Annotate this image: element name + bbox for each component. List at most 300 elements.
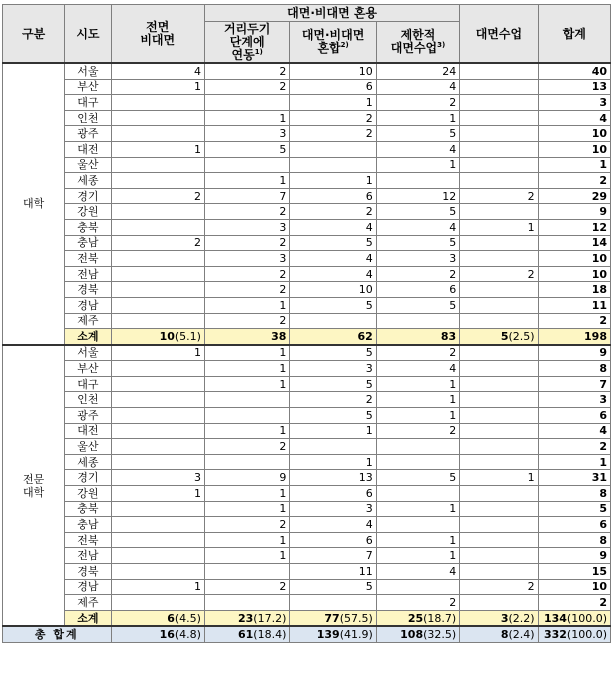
- in_person-cell: 2: [460, 579, 538, 595]
- in_person-cell: [460, 251, 538, 267]
- section-category: 대학: [3, 63, 65, 345]
- remote-cell: [111, 204, 204, 220]
- table-row: [3, 564, 611, 580]
- remote-cell: [111, 251, 204, 267]
- region-cell: 전남: [65, 548, 111, 564]
- limited-summary-cell: 108(32.5): [376, 626, 459, 642]
- remote-cell: 4: [111, 63, 204, 79]
- header-distancing: 거리두기 단계에 연동$^{1)}$: [204, 22, 289, 64]
- table-row: [3, 548, 611, 564]
- total-cell: 6: [538, 408, 610, 424]
- header-mixed-group: 대면·비대면 혼용: [204, 5, 459, 22]
- total-cell: 10: [538, 251, 610, 267]
- distancing-cell: 2: [204, 235, 289, 251]
- distancing-cell: 2: [204, 282, 289, 298]
- table-row: [3, 439, 611, 455]
- total-cell: 9: [538, 204, 610, 220]
- region-cell: 경남: [65, 579, 111, 595]
- remote-cell: [111, 408, 204, 424]
- in_person-cell: [460, 79, 538, 95]
- in_person-cell: [460, 173, 538, 189]
- header-mixed: 대면·비대면 혼합$^{2)}$: [290, 22, 376, 64]
- region-cell: 경남: [65, 297, 111, 313]
- limited-cell: 4: [376, 564, 459, 580]
- region-cell: 제주: [65, 595, 111, 611]
- limited-cell: 1: [376, 157, 459, 173]
- region-cell: 인천: [65, 392, 111, 408]
- remote-cell: [111, 297, 204, 313]
- total-cell: 9: [538, 345, 610, 361]
- mixed-cell: 6: [290, 79, 376, 95]
- table-row: [3, 345, 611, 361]
- in_person-cell: [460, 439, 538, 455]
- limited-cell: [376, 439, 459, 455]
- subtotal-row: [3, 610, 611, 626]
- limited-cell: 1: [376, 376, 459, 392]
- region-cell: 세종: [65, 173, 111, 189]
- limited-cell: 2: [376, 345, 459, 361]
- distancing-cell: 1: [204, 486, 289, 502]
- table-row: [3, 63, 611, 79]
- table-row: [3, 376, 611, 392]
- limited-cell: 12: [376, 188, 459, 204]
- total-cell: 10: [538, 579, 610, 595]
- in_person-cell: [460, 235, 538, 251]
- total-cell: 29: [538, 188, 610, 204]
- remote-cell: [111, 392, 204, 408]
- region-cell: 대구: [65, 376, 111, 392]
- region-cell: 경북: [65, 564, 111, 580]
- distancing-cell: 2: [204, 313, 289, 329]
- distancing-cell: 1: [204, 345, 289, 361]
- distancing-cell: [204, 157, 289, 173]
- limited-cell: 6: [376, 282, 459, 298]
- total-cell: 9: [538, 548, 610, 564]
- remote-cell: [111, 313, 204, 329]
- limited-cell: 2: [376, 423, 459, 439]
- total-cell: 2: [538, 313, 610, 329]
- in_person-cell: [460, 345, 538, 361]
- region-cell: 강원: [65, 486, 111, 502]
- in_person-cell: [460, 408, 538, 424]
- in_person-summary-cell: 5(2.5): [460, 329, 538, 345]
- mixed-cell: 11: [290, 564, 376, 580]
- total-cell: 14: [538, 235, 610, 251]
- region-cell: 광주: [65, 408, 111, 424]
- header-total: 합계: [538, 5, 610, 64]
- mixed-cell: 1: [290, 423, 376, 439]
- total-cell: 1: [538, 157, 610, 173]
- in_person-cell: [460, 423, 538, 439]
- region-cell: 강원: [65, 204, 111, 220]
- mixed-cell: 2: [290, 204, 376, 220]
- remote-summary-cell: 10(5.1): [111, 329, 204, 345]
- remote-cell: [111, 219, 204, 235]
- in_person-cell: [460, 297, 538, 313]
- remote-cell: 2: [111, 188, 204, 204]
- region-cell: 경기: [65, 188, 111, 204]
- region-cell: 울산: [65, 157, 111, 173]
- distancing-cell: 1: [204, 548, 289, 564]
- total-cell: 40: [538, 63, 610, 79]
- distancing-cell: 1: [204, 361, 289, 377]
- mixed-cell: [290, 141, 376, 157]
- distancing-cell: 2: [204, 517, 289, 533]
- table-row: [3, 95, 611, 111]
- remote-cell: [111, 361, 204, 377]
- limited-cell: 5: [376, 297, 459, 313]
- remote-cell: [111, 517, 204, 533]
- distancing-cell: 2: [204, 63, 289, 79]
- table-row: [3, 313, 611, 329]
- total-cell: 6: [538, 517, 610, 533]
- distancing-cell: 7: [204, 188, 289, 204]
- remote-cell: [111, 126, 204, 142]
- limited-cell: 1: [376, 110, 459, 126]
- mixed-summary-cell: 77(57.5): [290, 610, 376, 626]
- remote-cell: [111, 532, 204, 548]
- distancing-cell: 1: [204, 532, 289, 548]
- mixed-cell: 4: [290, 219, 376, 235]
- mixed-cell: 5: [290, 345, 376, 361]
- limited-summary-cell: 83: [376, 329, 459, 345]
- mixed-cell: 1: [290, 454, 376, 470]
- limited-cell: 4: [376, 361, 459, 377]
- total-summary-cell: 198: [538, 329, 610, 345]
- limited-cell: 3: [376, 251, 459, 267]
- distancing-cell: 5: [204, 141, 289, 157]
- distancing-cell: 1: [204, 110, 289, 126]
- mixed-cell: 7: [290, 548, 376, 564]
- distancing-summary-cell: 61(18.4): [204, 626, 289, 642]
- mixed-cell: 3: [290, 501, 376, 517]
- limited-cell: 4: [376, 141, 459, 157]
- total-cell: 10: [538, 141, 610, 157]
- limited-cell: 5: [376, 470, 459, 486]
- table-row: [3, 79, 611, 95]
- region-cell: 서울: [65, 63, 111, 79]
- total-cell: 4: [538, 110, 610, 126]
- in_person-cell: 1: [460, 470, 538, 486]
- grand-total-row: [3, 626, 611, 642]
- distancing-cell: 2: [204, 79, 289, 95]
- mixed-summary-cell: 139(41.9): [290, 626, 376, 642]
- mixed-cell: [290, 157, 376, 173]
- region-cell: 부산: [65, 79, 111, 95]
- remote-cell: [111, 501, 204, 517]
- total-cell: 8: [538, 361, 610, 377]
- table-row: [3, 141, 611, 157]
- region-cell: 충남: [65, 517, 111, 533]
- section-category: 전문 대학: [3, 345, 65, 627]
- distancing-cell: [204, 95, 289, 111]
- distancing-cell: [204, 564, 289, 580]
- in_person-cell: [460, 454, 538, 470]
- mixed-cell: 6: [290, 486, 376, 502]
- table-row: [3, 204, 611, 220]
- total-cell: 1: [538, 454, 610, 470]
- header-remote: 전면 비대면: [111, 5, 204, 64]
- region-cell: 부산: [65, 361, 111, 377]
- region-cell: 전북: [65, 532, 111, 548]
- remote-cell: [111, 439, 204, 455]
- in_person-cell: [460, 313, 538, 329]
- total-summary-cell: 134(100.0): [538, 610, 610, 626]
- table-row: [3, 282, 611, 298]
- distancing-summary-cell: 23(17.2): [204, 610, 289, 626]
- table-row: [3, 235, 611, 251]
- mixed-cell: [290, 595, 376, 611]
- mixed-cell: 2: [290, 126, 376, 142]
- limited-cell: 1: [376, 501, 459, 517]
- in_person-cell: [460, 157, 538, 173]
- limited-cell: 5: [376, 204, 459, 220]
- limited-cell: [376, 486, 459, 502]
- table-row: [3, 532, 611, 548]
- in_person-cell: [460, 282, 538, 298]
- mixed-cell: 13: [290, 470, 376, 486]
- in_person-cell: [460, 376, 538, 392]
- distancing-cell: 1: [204, 501, 289, 517]
- region-cell: 충북: [65, 219, 111, 235]
- in_person-cell: [460, 392, 538, 408]
- distancing-cell: 3: [204, 126, 289, 142]
- mixed-cell: 10: [290, 282, 376, 298]
- mixed-cell: 1: [290, 95, 376, 111]
- header-category: 구분: [3, 5, 65, 64]
- distancing-cell: 2: [204, 266, 289, 282]
- distancing-cell: 9: [204, 470, 289, 486]
- table-row: [3, 157, 611, 173]
- limited-cell: [376, 579, 459, 595]
- subtotal-label: 소계: [65, 610, 111, 626]
- region-cell: 전북: [65, 251, 111, 267]
- total-summary-cell: 332(100.0): [538, 626, 610, 642]
- distancing-summary-cell: 38: [204, 329, 289, 345]
- mixed-cell: 2: [290, 392, 376, 408]
- table-row: [3, 219, 611, 235]
- distancing-cell: 2: [204, 439, 289, 455]
- distancing-cell: 1: [204, 297, 289, 313]
- table-row: [3, 251, 611, 267]
- table-row: [3, 126, 611, 142]
- region-cell: 대구: [65, 95, 111, 111]
- distancing-cell: 3: [204, 251, 289, 267]
- mixed-cell: 1: [290, 173, 376, 189]
- table-row: [3, 470, 611, 486]
- in_person-cell: [460, 204, 538, 220]
- in_person-cell: [460, 95, 538, 111]
- total-cell: 8: [538, 532, 610, 548]
- total-cell: 4: [538, 423, 610, 439]
- total-cell: 12: [538, 219, 610, 235]
- total-cell: 11: [538, 297, 610, 313]
- mixed-cell: 4: [290, 266, 376, 282]
- limited-cell: 2: [376, 595, 459, 611]
- table-row: [3, 501, 611, 517]
- limited-cell: 2: [376, 266, 459, 282]
- in_person-cell: [460, 486, 538, 502]
- limited-cell: 24: [376, 63, 459, 79]
- total-cell: 10: [538, 126, 610, 142]
- limited-cell: 5: [376, 235, 459, 251]
- mixed-cell: 4: [290, 517, 376, 533]
- total-cell: 13: [538, 79, 610, 95]
- mixed-cell: 5: [290, 579, 376, 595]
- in_person-summary-cell: 8(2.4): [460, 626, 538, 642]
- in_person-cell: [460, 517, 538, 533]
- mixed-cell: 6: [290, 532, 376, 548]
- remote-cell: [111, 595, 204, 611]
- remote-cell: 2: [111, 235, 204, 251]
- limited-cell: [376, 173, 459, 189]
- remote-cell: 1: [111, 345, 204, 361]
- limited-cell: 1: [376, 392, 459, 408]
- mixed-cell: 10: [290, 63, 376, 79]
- region-cell: 제주: [65, 313, 111, 329]
- limited-cell: [376, 517, 459, 533]
- region-cell: 대전: [65, 423, 111, 439]
- limited-cell: [376, 313, 459, 329]
- in_person-cell: [460, 141, 538, 157]
- remote-cell: 1: [111, 141, 204, 157]
- in_person-cell: 2: [460, 188, 538, 204]
- remote-summary-cell: 6(4.5): [111, 610, 204, 626]
- table-row: [3, 266, 611, 282]
- remote-cell: [111, 376, 204, 392]
- limited-cell: 1: [376, 532, 459, 548]
- remote-cell: 1: [111, 79, 204, 95]
- course-format-table: [2, 4, 611, 643]
- region-cell: 대전: [65, 141, 111, 157]
- remote-cell: 1: [111, 579, 204, 595]
- limited-summary-cell: 25(18.7): [376, 610, 459, 626]
- table-row: [3, 517, 611, 533]
- mixed-cell: 5: [290, 408, 376, 424]
- remote-cell: [111, 454, 204, 470]
- table-row: [3, 110, 611, 126]
- distancing-cell: 1: [204, 376, 289, 392]
- mixed-summary-cell: 62: [290, 329, 376, 345]
- region-cell: 경기: [65, 470, 111, 486]
- distancing-cell: 1: [204, 173, 289, 189]
- remote-cell: [111, 110, 204, 126]
- region-cell: 서울: [65, 345, 111, 361]
- in_person-cell: [460, 63, 538, 79]
- mixed-cell: 5: [290, 297, 376, 313]
- in_person-cell: [460, 595, 538, 611]
- in_person-cell: [460, 548, 538, 564]
- total-cell: 2: [538, 173, 610, 189]
- in_person-cell: 2: [460, 266, 538, 282]
- mixed-cell: 2: [290, 110, 376, 126]
- total-cell: 7: [538, 376, 610, 392]
- subtotal-label: 소계: [65, 329, 111, 345]
- in_person-cell: [460, 532, 538, 548]
- table-row: [3, 595, 611, 611]
- total-cell: 2: [538, 439, 610, 455]
- distancing-cell: 1: [204, 423, 289, 439]
- region-cell: 세종: [65, 454, 111, 470]
- total-cell: 3: [538, 392, 610, 408]
- table-body: [3, 63, 611, 642]
- remote-cell: [111, 282, 204, 298]
- in_person-cell: [460, 361, 538, 377]
- table-row: [3, 392, 611, 408]
- limited-cell: 4: [376, 219, 459, 235]
- remote-cell: [111, 266, 204, 282]
- region-cell: 충남: [65, 235, 111, 251]
- subtotal-row: [3, 329, 611, 345]
- table-row: [3, 173, 611, 189]
- mixed-cell: [290, 439, 376, 455]
- remote-cell: [111, 564, 204, 580]
- limited-cell: 1: [376, 408, 459, 424]
- table-row: [3, 454, 611, 470]
- limited-cell: 2: [376, 95, 459, 111]
- table-row: [3, 423, 611, 439]
- remote-summary-cell: 16(4.8): [111, 626, 204, 642]
- in_person-cell: [460, 501, 538, 517]
- region-cell: 광주: [65, 126, 111, 142]
- region-cell: 울산: [65, 439, 111, 455]
- remote-cell: [111, 423, 204, 439]
- region-cell: 충북: [65, 501, 111, 517]
- header-region: 시도: [65, 5, 111, 64]
- region-cell: 전남: [65, 266, 111, 282]
- total-cell: 10: [538, 266, 610, 282]
- remote-cell: [111, 548, 204, 564]
- table-row: [3, 486, 611, 502]
- total-cell: 15: [538, 564, 610, 580]
- limited-cell: 5: [376, 126, 459, 142]
- distancing-cell: 2: [204, 579, 289, 595]
- header-limited: 제한적 대면수업$^{3)}$: [376, 22, 459, 64]
- remote-cell: [111, 173, 204, 189]
- mixed-cell: 4: [290, 251, 376, 267]
- in_person-summary-cell: 3(2.2): [460, 610, 538, 626]
- mixed-cell: 6: [290, 188, 376, 204]
- grand-total-label: 총 합계: [3, 626, 112, 642]
- table-row: [3, 188, 611, 204]
- mixed-cell: 3: [290, 361, 376, 377]
- table-row: [3, 579, 611, 595]
- mixed-cell: [290, 313, 376, 329]
- limited-cell: [376, 454, 459, 470]
- in_person-cell: [460, 126, 538, 142]
- distancing-cell: [204, 392, 289, 408]
- remote-cell: [111, 95, 204, 111]
- total-cell: 2: [538, 595, 610, 611]
- region-cell: 인천: [65, 110, 111, 126]
- in_person-cell: 1: [460, 219, 538, 235]
- total-cell: 5: [538, 501, 610, 517]
- table-row: [3, 297, 611, 313]
- remote-cell: [111, 157, 204, 173]
- mixed-cell: 5: [290, 376, 376, 392]
- total-cell: 8: [538, 486, 610, 502]
- total-cell: 31: [538, 470, 610, 486]
- table-row: [3, 361, 611, 377]
- total-cell: 3: [538, 95, 610, 111]
- table-row: [3, 408, 611, 424]
- in_person-cell: [460, 564, 538, 580]
- distancing-cell: [204, 408, 289, 424]
- limited-cell: 1: [376, 548, 459, 564]
- remote-cell: 3: [111, 470, 204, 486]
- total-cell: 18: [538, 282, 610, 298]
- region-cell: 경북: [65, 282, 111, 298]
